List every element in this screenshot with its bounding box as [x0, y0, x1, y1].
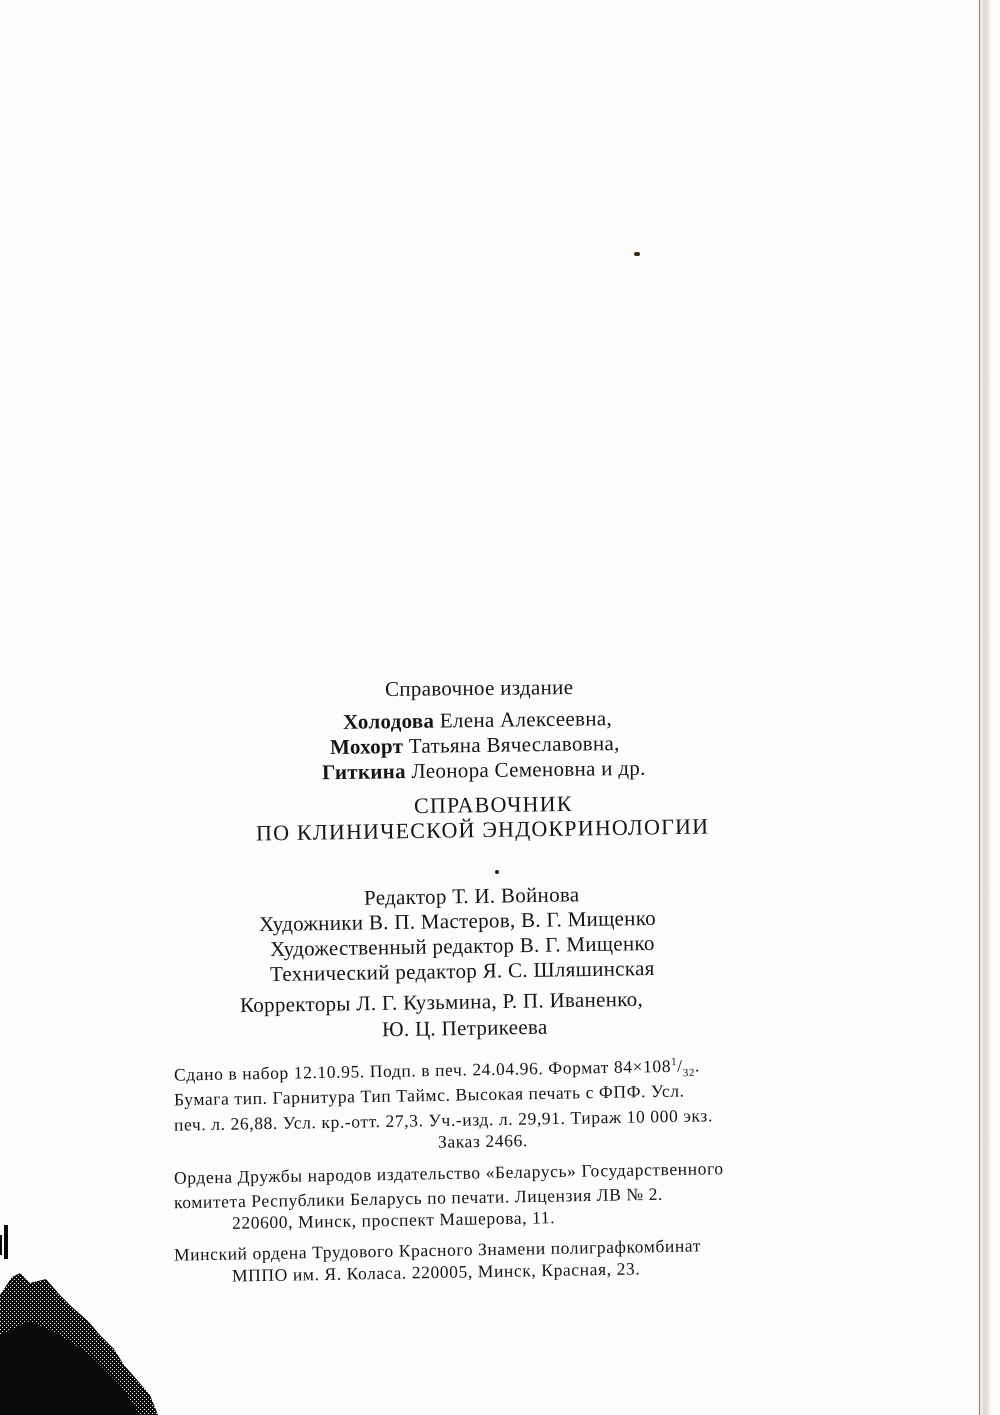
page-edge-line — [979, 0, 980, 1415]
imprint-line-2: Бумага тип. Гарнитура Тип Таймс. Высокая печать с ФПФ. Усл. — [173, 1080, 685, 1110]
author-3 — [322, 756, 646, 786]
credit-art-editor: Художественный редактор В. Г. Мищенко — [269, 930, 655, 962]
corner-ink-blot — [0, 1225, 160, 1415]
author-2-surname: Мохорт — [329, 734, 404, 760]
separator-dot — [495, 870, 499, 874]
imprint-line-1-text: Сдано в набор 12.10.95. Подп. в печ. 24.04.96. Формат 84×108 — [173, 1055, 672, 1085]
credit-editor: Редактор Т. И. Войнова — [363, 882, 580, 910]
printer-line-1: Минский ордена Трудового Красного Знамени полиграфкомбинат — [173, 1235, 702, 1265]
page-edge-shadow — [978, 0, 992, 1415]
credit-tech-editor: Технический редактор Я. С. Шляшинская — [269, 955, 655, 987]
imprint-line-3: печ. л. 26,88. Усл. кр.-отт. 27,3. Уч.-изд. л. 29,91. Тираж 10 000 экз. — [173, 1105, 713, 1135]
author-2 — [330, 731, 620, 760]
format-superscript: 1 — [670, 1055, 678, 1069]
author-1-name: Елена Алексеевна, — [439, 706, 613, 733]
book-title-line-1: СПРАВОЧНИК — [413, 790, 573, 819]
paper-speck — [634, 252, 640, 256]
publisher-address: 220600, Минск, проспект Машерова, 11. — [231, 1207, 556, 1233]
author-1 — [343, 706, 612, 735]
author-1-surname: Холодова — [342, 708, 435, 734]
book-title-line-2: ПО КЛИНИЧЕСКОЙ ЭНДОКРИНОЛОГИИ — [255, 813, 710, 846]
author-3-surname: Гиткина — [321, 759, 407, 785]
author-2-name: Татьяна Вячеславовна, — [408, 730, 620, 758]
format-end: . — [694, 1055, 701, 1076]
credit-proofreaders-cont: Ю. Ц. Петрикеева — [381, 1014, 548, 1042]
edition-type: Справочное издание — [384, 675, 574, 701]
credit-proofreaders: Корректоры Л. Г. Кузьмина, Р. П. Иваненко, — [239, 986, 644, 1018]
author-3-name: Леонора Семеновна и др. — [411, 755, 646, 784]
printer-line-2: МППО им. Я. Коласа. 220005, Минск, Красная, 23. — [231, 1258, 641, 1286]
imprint-order: Заказ 2466. — [437, 1130, 528, 1152]
publisher-line-1: Ордена Дружбы народов издательство «Беларусь» Государственного — [173, 1158, 724, 1188]
format-slash: / — [677, 1055, 683, 1076]
format-subscript: 32 — [682, 1066, 696, 1080]
credit-artists: Художники В. П. Мастеров, В. Г. Мищенко — [258, 905, 657, 937]
publisher-line-2: комитета Республики Беларусь по печати. Лицензия ЛВ № 2. — [173, 1183, 664, 1213]
